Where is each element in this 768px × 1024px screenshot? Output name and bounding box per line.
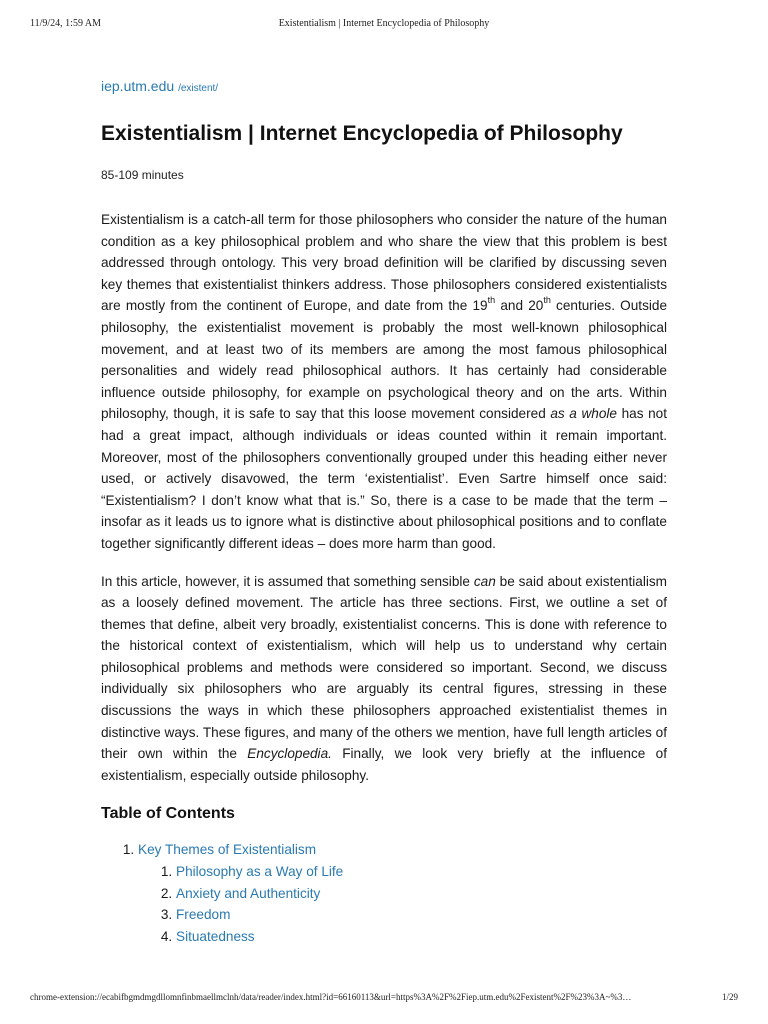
- toc-item: [176, 883, 667, 905]
- source-domain[interactable]: iep.utm.edu: [101, 78, 175, 94]
- source-path[interactable]: /existent/: [178, 83, 219, 94]
- toc-item: [176, 926, 667, 948]
- toc-link-philosophy-way-of-life[interactable]: Philosophy as a Way of Life: [176, 864, 344, 880]
- text-run: has not had a great impact, although individuals or ideas counted within it remain important. Moreover, most of the philosophers conventionally grouped under this heading either never used, or actively disavowed, the term ‘existentialist’. Even Sartre himself once said: “Existentialism? I don’t know what that is.” So, there is a case to be made that the term – insofar as it leads us to ignore what is distinctive about philosophical positions and to conflate together significantly different ideas – does more harm than good.: [101, 406, 668, 551]
- text-run: be said about existentialism as a loosely defined movement. The article has three sections. First, we outline a set of themes that define, albeit very broadly, existentialist concerns. This is done with reference to the historical context of existentialism, which will help us to understand why certain philosophical problems and methods were considered so important. Second, we discuss individually six philosophers who are arguably its central figures, stressing in these discussions the ways in which these philosophers approached existentialist themes in distinctive ways. These figures, and many of the others we mention, have full length articles of their own within the: [101, 573, 667, 762]
- page-number: 1/29: [721, 992, 738, 1002]
- text-run: Existentialism is a catch-all term for those philosophers who consider the nature of the human condition as a key philosophical problem and who share the view that this problem is best addressed through ontology. This very broad definition will be clarified by discussing seven key themes that existentialist thinkers address. Those philosophers considered existentialists are mostly from the continent of Europe, and date from the 19: [101, 212, 667, 314]
- toc-link-anxiety-authenticity[interactable]: Anxiety and Authenticity: [176, 885, 321, 901]
- toc-link-situatedness[interactable]: Situatedness: [176, 928, 255, 944]
- reading-time: 85-109 minutes: [101, 168, 184, 182]
- intro-paragraph-1: [101, 209, 667, 555]
- emphasis: Encyclopedia.: [247, 746, 332, 762]
- article-title: Existentialism | Internet Encyclopedia of Philosophy: [101, 122, 623, 145]
- toc-heading: Table of Contents: [101, 805, 235, 823]
- superscript: th: [487, 295, 496, 306]
- toc-link-freedom[interactable]: Freedom: [176, 907, 231, 923]
- text-run: centuries. Outside philosophy, the existentialist movement is probably the most well-known philosophical movement, and at least two of its members are among the most famous philosophical personalities and widely read philosophical authors. It has certainly had considerable influence outside philosophy, for example on psychological theory and on the arts. Within philosophy, though, it is safe to say that this loose movement considered: [101, 298, 668, 422]
- text-run: Finally, we look very briefly at the influence of existentialism, especially outside philosophy.: [101, 746, 667, 783]
- intro-paragraph-2: [101, 571, 667, 787]
- toc-sublist: [138, 861, 667, 947]
- toc-item: [176, 904, 667, 926]
- print-url: chrome-extension://ecabifbgmdmgdllomnfinbmaellmclnh/data/reader/index.html?id=66160113&url=https%3A%2F%2Fiep.utm.edu%2Fexistent%2F%23%3A~%3…: [30, 992, 632, 1002]
- article-content: [101, 76, 667, 947]
- toc-link-key-themes[interactable]: Key Themes of Existentialism: [138, 842, 317, 858]
- emphasis: can: [473, 573, 496, 589]
- print-title: Existentialism | Internet Encyclopedia of Philosophy: [278, 18, 490, 29]
- superscript: th: [543, 295, 551, 306]
- print-date: 11/9/24, 1:59 AM: [30, 18, 102, 29]
- table-of-contents: [101, 839, 667, 947]
- source-link[interactable]: [101, 76, 667, 99]
- text-run: and 20: [495, 298, 544, 314]
- toc-item: [176, 861, 667, 883]
- print-footer: [30, 992, 738, 1006]
- text-run: In this article, however, it is assumed that something sensible: [101, 573, 474, 589]
- emphasis: as a whole: [550, 406, 617, 422]
- print-header: [30, 18, 738, 32]
- toc-item: [138, 839, 667, 947]
